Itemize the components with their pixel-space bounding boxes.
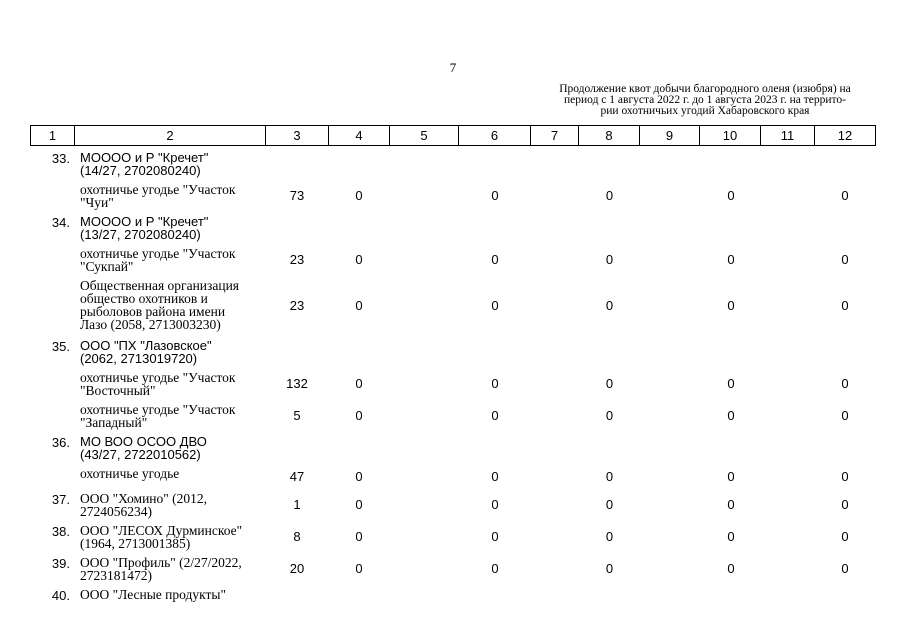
cell-col-8: 0 [605,376,614,391]
column-header-2: 2 [75,126,266,146]
entity-name [80,556,265,582]
cell-col-6: 0 [491,469,499,484]
cell-col-6: 0 [491,529,499,544]
entity-name [80,524,265,550]
cell-col-4: 0 [355,376,363,391]
entity-name-line: (2062, 2713019720) [80,351,198,366]
cell-col-8: 0 [605,408,614,423]
cell-col-3: 20 [289,561,305,576]
entity-name [80,371,265,397]
cell-col-10: 0 [727,188,735,203]
caption-line-3: рии охотничьих угодий Хабаровского края [600,105,810,117]
entity-name-line: 2723181472) [80,568,152,583]
table-row [30,553,875,585]
column-header-4: 4 [329,126,390,146]
entity-name-line: МОООО и Р "Кречет" [80,150,209,165]
cell-col-10: 0 [727,376,735,391]
entity-name-line: ООО "Профиль" (2/27/2022, [80,555,242,570]
entity-name-line: охотничье угодье "Участок [80,370,236,385]
cell-col-8: 0 [605,469,614,484]
entity-name-line: 2724056234) [80,504,152,519]
cell-col-6: 0 [491,252,499,267]
cell-col-4: 0 [355,497,363,512]
cell-col-8: 0 [605,529,614,544]
entity-name [80,435,265,461]
cell-col-10: 0 [727,298,735,313]
entity-name [80,339,265,365]
cell-col-4: 0 [355,529,363,544]
entity-name-line: охотничье угодье "Участок [80,402,236,417]
cell-col-12: 0 [841,469,849,484]
caption-line-1: Продолжение квот добычи благородного оленя (изюбря) на [559,83,851,95]
entity-name [80,215,265,241]
cell-col-10: 0 [727,529,735,544]
entity-name [80,151,265,177]
entity-name-line: ООО "ЛЕСОХ Дурминское" [80,523,243,538]
row-number: 37. [51,492,70,507]
column-header-1: 1 [31,126,75,146]
cell-col-3: 132 [286,376,308,391]
cell-col-6: 0 [491,188,499,203]
cell-col-10: 0 [727,497,735,512]
table-row [30,432,875,464]
column-header-9: 9 [640,126,700,146]
cell-col-3: 47 [289,469,305,484]
row-number: 40. [51,588,70,603]
cell-col-10: 0 [727,469,735,484]
caption-line-2: период с 1 августа 2022 г. до 1 августа 2023 г. на террито- [564,94,846,106]
cell-col-4: 0 [355,561,363,576]
cell-col-3: 73 [289,188,305,203]
table-row [30,400,875,432]
column-header-3: 3 [266,126,329,146]
cell-col-8: 0 [605,497,614,512]
row-number: 38. [51,524,70,539]
entity-name [80,467,265,480]
cell-col-12: 0 [841,188,849,203]
entity-name [80,183,265,209]
entity-name-line: ООО "ПХ "Лазовское" [80,338,212,353]
table-row [30,276,875,336]
entity-name-line: Лазо (2058, 2713003230) [80,317,221,332]
row-number: 35. [51,339,70,354]
cell-col-12: 0 [841,497,849,512]
row-number: 33. [51,151,70,166]
entity-name-line: охотничье угодье [80,466,180,481]
cell-col-12: 0 [841,408,849,423]
entity-name-line: ООО "Хомино" (2012, [80,491,208,506]
cell-col-3: 1 [293,497,301,512]
entity-name-line: Общественная организация [80,278,240,293]
cell-col-12: 0 [841,529,849,544]
table-row [30,464,875,489]
cell-col-10: 0 [727,408,735,423]
entity-name-line: (14/27, 2702080240) [80,163,201,178]
column-header-12: 12 [815,126,876,146]
entity-name [80,492,265,518]
table-row [30,489,875,521]
entity-name-line: рыболовов района имени [80,304,226,319]
entity-name-line: (13/27, 2702080240) [80,227,201,242]
cell-col-4: 0 [355,469,363,484]
cell-col-4: 0 [355,298,363,313]
table-row [30,521,875,553]
entity-name-line: охотничье угодье "Участок [80,182,236,197]
entity-name-line: "Сукпай" [80,259,134,274]
table-row [30,212,875,244]
entity-name-line: общество охотников и [80,291,208,306]
cell-col-4: 0 [355,408,363,423]
column-header-8: 8 [579,126,640,146]
page-number: 7 [449,60,457,75]
table-row [30,368,875,400]
entity-name-line: ООО "Лесные продукты" [80,587,226,602]
cell-col-8: 0 [605,188,614,203]
cell-col-3: 23 [289,298,305,313]
quota-table-body [30,148,875,607]
cell-col-4: 0 [355,188,363,203]
cell-col-3: 23 [289,252,305,267]
entity-name-line: "Западный" [80,415,148,430]
table-row [30,336,875,368]
column-header-7: 7 [531,126,579,146]
table-row [30,585,875,607]
entity-name-line: (1964, 2713001385) [80,536,191,551]
cell-col-12: 0 [841,298,849,313]
table-row [30,148,875,180]
column-header-10: 10 [700,126,761,146]
row-number: 34. [51,215,70,230]
entity-name [80,279,265,331]
table-row [30,244,875,276]
cell-col-3: 8 [293,529,301,544]
row-number: 39. [51,556,70,571]
entity-name-line: "Восточный" [80,383,156,398]
cell-col-12: 0 [841,376,849,391]
cell-col-6: 0 [491,376,499,391]
cell-col-3: 5 [293,408,301,423]
cell-col-6: 0 [491,298,499,313]
cell-col-12: 0 [841,561,849,576]
entity-name-line: МОООО и Р "Кречет" [80,214,209,229]
cell-col-8: 0 [605,298,614,313]
cell-col-12: 0 [841,252,849,267]
table-row [30,180,875,212]
column-header-6: 6 [459,126,531,146]
cell-col-8: 0 [605,561,614,576]
column-header-5: 5 [390,126,459,146]
table-caption [538,84,872,117]
entity-name [80,247,265,273]
entity-name-line: МО ВОО ОСОО ДВО [80,434,207,449]
column-number-header [30,125,876,146]
entity-name-line: (43/27, 2722010562) [80,447,201,462]
cell-col-6: 0 [491,408,499,423]
cell-col-6: 0 [491,561,499,576]
entity-name-line: "Чуи" [80,195,114,210]
entity-name [80,403,265,429]
row-number: 36. [51,435,70,450]
entity-name [80,588,265,601]
cell-col-6: 0 [491,497,499,512]
cell-col-8: 0 [605,252,614,267]
cell-col-10: 0 [727,252,735,267]
cell-col-10: 0 [727,561,735,576]
entity-name-line: охотничье угодье "Участок [80,246,236,261]
column-header-11: 11 [761,126,815,146]
cell-col-4: 0 [355,252,363,267]
